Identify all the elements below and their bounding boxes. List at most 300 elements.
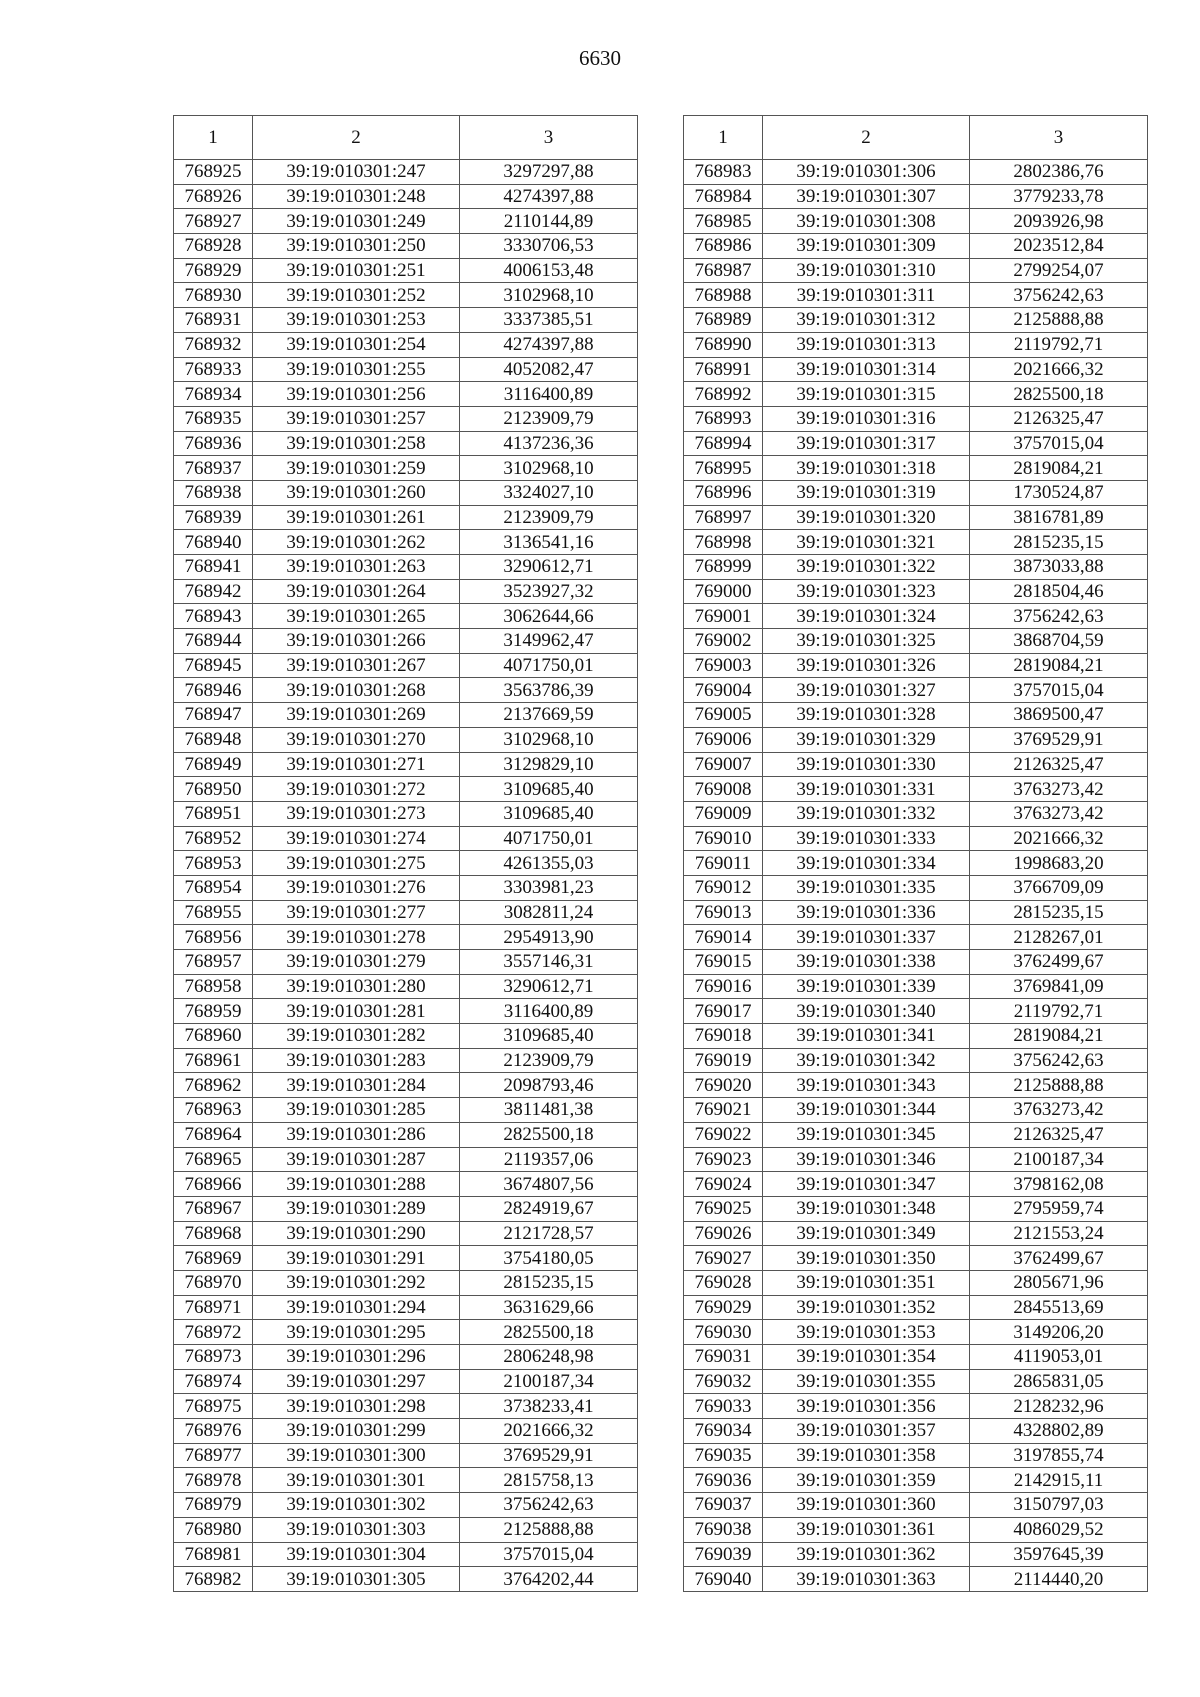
- column-header-cadastral-number: 2: [763, 116, 970, 160]
- table-row: [684, 184, 1148, 209]
- cell-cadastral-number: 39:19:010301:254: [253, 332, 460, 357]
- cell-cadastral-number: 39:19:010301:298: [253, 1394, 460, 1419]
- cell-value: 3769529,91: [970, 727, 1148, 752]
- cell-number: 768976: [174, 1419, 253, 1444]
- table-row: [174, 184, 638, 209]
- cell-cadastral-number: 39:19:010301:343: [763, 1073, 970, 1098]
- table-row: [174, 480, 638, 505]
- cell-number: 768993: [684, 406, 763, 431]
- cell-cadastral-number: 39:19:010301:325: [763, 629, 970, 654]
- cell-number: 768989: [684, 308, 763, 333]
- table-row: [684, 1073, 1148, 1098]
- cell-number: 768994: [684, 431, 763, 456]
- cell-value: 3762499,67: [970, 950, 1148, 975]
- cell-number: 768925: [174, 160, 253, 185]
- cell-value: 3109685,40: [460, 801, 638, 826]
- cell-number: 768944: [174, 629, 253, 654]
- table-row: [174, 234, 638, 259]
- cell-number: 768938: [174, 480, 253, 505]
- cell-value: 3816781,89: [970, 505, 1148, 530]
- table-row: [174, 332, 638, 357]
- cell-number: 769007: [684, 752, 763, 777]
- cell-value: 3811481,38: [460, 1098, 638, 1123]
- cell-number: 769023: [684, 1147, 763, 1172]
- table-row: [174, 900, 638, 925]
- cell-value: 4052082,47: [460, 357, 638, 382]
- cell-number: 769027: [684, 1246, 763, 1271]
- table-row: [174, 1196, 638, 1221]
- table-row: [684, 431, 1148, 456]
- cell-number: 768973: [174, 1345, 253, 1370]
- cell-number: 768931: [174, 308, 253, 333]
- cell-cadastral-number: 39:19:010301:256: [253, 382, 460, 407]
- table-row: [684, 456, 1148, 481]
- cell-cadastral-number: 39:19:010301:314: [763, 357, 970, 382]
- cell-cadastral-number: 39:19:010301:339: [763, 974, 970, 999]
- table-row: [684, 1172, 1148, 1197]
- cell-number: 768995: [684, 456, 763, 481]
- table-row: [684, 258, 1148, 283]
- cell-value: 4261355,03: [460, 851, 638, 876]
- table-row: [174, 1468, 638, 1493]
- cell-number: 768949: [174, 752, 253, 777]
- cell-cadastral-number: 39:19:010301:318: [763, 456, 970, 481]
- table-row: [174, 629, 638, 654]
- cell-value: 2805671,96: [970, 1270, 1148, 1295]
- cell-value: 2815235,15: [970, 900, 1148, 925]
- cell-cadastral-number: 39:19:010301:323: [763, 579, 970, 604]
- cell-cadastral-number: 39:19:010301:289: [253, 1196, 460, 1221]
- table-row: [684, 875, 1148, 900]
- cell-value: 2119357,06: [460, 1147, 638, 1172]
- table-row: [174, 505, 638, 530]
- table-row: [174, 283, 638, 308]
- table-row: [684, 357, 1148, 382]
- table-row: [684, 629, 1148, 654]
- cell-value: 3873033,88: [970, 555, 1148, 580]
- cell-number: 768999: [684, 555, 763, 580]
- cell-value: 2123909,79: [460, 505, 638, 530]
- cell-cadastral-number: 39:19:010301:358: [763, 1443, 970, 1468]
- table-row: [174, 1172, 638, 1197]
- cell-number: 768987: [684, 258, 763, 283]
- cell-cadastral-number: 39:19:010301:327: [763, 678, 970, 703]
- cell-cadastral-number: 39:19:010301:259: [253, 456, 460, 481]
- table-row: [684, 505, 1148, 530]
- cell-value: 3149962,47: [460, 629, 638, 654]
- cell-number: 768961: [174, 1048, 253, 1073]
- cell-value: 2123909,79: [460, 1048, 638, 1073]
- cell-number: 768936: [174, 431, 253, 456]
- cell-number: 769031: [684, 1345, 763, 1370]
- cell-number: 769036: [684, 1468, 763, 1493]
- table-row: [174, 1345, 638, 1370]
- table-row: [174, 999, 638, 1024]
- cell-number: 769039: [684, 1542, 763, 1567]
- cell-cadastral-number: 39:19:010301:297: [253, 1369, 460, 1394]
- cell-cadastral-number: 39:19:010301:331: [763, 777, 970, 802]
- cell-number: 768981: [174, 1542, 253, 1567]
- cell-number: 768929: [174, 258, 253, 283]
- table-row: [174, 653, 638, 678]
- cell-cadastral-number: 39:19:010301:341: [763, 1024, 970, 1049]
- cell-number: 768951: [174, 801, 253, 826]
- cell-cadastral-number: 39:19:010301:301: [253, 1468, 460, 1493]
- cell-value: 4328802,89: [970, 1419, 1148, 1444]
- cell-cadastral-number: 39:19:010301:267: [253, 653, 460, 678]
- cell-value: 3868704,59: [970, 629, 1148, 654]
- cell-number: 768964: [174, 1122, 253, 1147]
- cell-number: 768967: [174, 1196, 253, 1221]
- cell-number: 769020: [684, 1073, 763, 1098]
- cell-number: 769038: [684, 1517, 763, 1542]
- cell-number: 768947: [174, 703, 253, 728]
- table-row: [684, 1542, 1148, 1567]
- table-row: [684, 1048, 1148, 1073]
- cell-cadastral-number: 39:19:010301:330: [763, 752, 970, 777]
- cell-number: 769008: [684, 777, 763, 802]
- data-table-left: [173, 115, 638, 1592]
- table-row: [684, 1024, 1148, 1049]
- table-row: [684, 678, 1148, 703]
- cell-number: 768990: [684, 332, 763, 357]
- cell-value: 3738233,41: [460, 1394, 638, 1419]
- table-row: [684, 308, 1148, 333]
- cell-number: 768932: [174, 332, 253, 357]
- cell-value: 2128267,01: [970, 925, 1148, 950]
- cell-value: 3116400,89: [460, 999, 638, 1024]
- table-row: [174, 1493, 638, 1518]
- cell-cadastral-number: 39:19:010301:357: [763, 1419, 970, 1444]
- cell-cadastral-number: 39:19:010301:272: [253, 777, 460, 802]
- cell-number: 769019: [684, 1048, 763, 1073]
- cell-number: 768984: [684, 184, 763, 209]
- cell-number: 769024: [684, 1172, 763, 1197]
- table-row: [684, 1122, 1148, 1147]
- cell-cadastral-number: 39:19:010301:305: [253, 1567, 460, 1592]
- cell-cadastral-number: 39:19:010301:255: [253, 357, 460, 382]
- cell-cadastral-number: 39:19:010301:311: [763, 283, 970, 308]
- cell-cadastral-number: 39:19:010301:356: [763, 1394, 970, 1419]
- cell-cadastral-number: 39:19:010301:290: [253, 1221, 460, 1246]
- cell-cadastral-number: 39:19:010301:285: [253, 1098, 460, 1123]
- cell-number: 768950: [174, 777, 253, 802]
- cell-cadastral-number: 39:19:010301:315: [763, 382, 970, 407]
- cell-cadastral-number: 39:19:010301:300: [253, 1443, 460, 1468]
- table-row: [684, 999, 1148, 1024]
- table-row: [174, 727, 638, 752]
- column-header-number: 1: [684, 116, 763, 160]
- table-row: [174, 1394, 638, 1419]
- cell-cadastral-number: 39:19:010301:335: [763, 875, 970, 900]
- cell-value: 3330706,53: [460, 234, 638, 259]
- cell-cadastral-number: 39:19:010301:337: [763, 925, 970, 950]
- table-row: [684, 851, 1148, 876]
- cell-cadastral-number: 39:19:010301:312: [763, 308, 970, 333]
- cell-number: 768934: [174, 382, 253, 407]
- cell-cadastral-number: 39:19:010301:291: [253, 1246, 460, 1271]
- cell-number: 769011: [684, 851, 763, 876]
- cell-value: 3763273,42: [970, 1098, 1148, 1123]
- cell-number: 768965: [174, 1147, 253, 1172]
- cell-cadastral-number: 39:19:010301:253: [253, 308, 460, 333]
- cell-number: 769001: [684, 604, 763, 629]
- table-row: [684, 752, 1148, 777]
- cell-number: 768985: [684, 209, 763, 234]
- cell-number: 768953: [174, 851, 253, 876]
- table-row: [174, 801, 638, 826]
- cell-value: 3798162,08: [970, 1172, 1148, 1197]
- cell-value: 3762499,67: [970, 1246, 1148, 1271]
- table-row: [174, 1221, 638, 1246]
- cell-value: 3303981,23: [460, 875, 638, 900]
- cell-number: 769018: [684, 1024, 763, 1049]
- cell-number: 769021: [684, 1098, 763, 1123]
- column-header-cadastral-number: 2: [253, 116, 460, 160]
- cell-number: 769010: [684, 826, 763, 851]
- cell-number: 768942: [174, 579, 253, 604]
- cell-number: 768978: [174, 1468, 253, 1493]
- cell-number: 768979: [174, 1493, 253, 1518]
- cell-cadastral-number: 39:19:010301:295: [253, 1320, 460, 1345]
- table-row: [174, 1542, 638, 1567]
- cell-value: 2815235,15: [460, 1270, 638, 1295]
- cell-value: 4274397,88: [460, 184, 638, 209]
- cell-value: 3763273,42: [970, 777, 1148, 802]
- cell-value: 2142915,11: [970, 1468, 1148, 1493]
- table-row: [174, 950, 638, 975]
- table-row: [174, 1443, 638, 1468]
- table-row: [684, 1493, 1148, 1518]
- cell-cadastral-number: 39:19:010301:313: [763, 332, 970, 357]
- cell-value: 2110144,89: [460, 209, 638, 234]
- table-row: [684, 283, 1148, 308]
- cell-value: 3324027,10: [460, 480, 638, 505]
- cell-number: 768935: [174, 406, 253, 431]
- cell-value: 2795959,74: [970, 1196, 1148, 1221]
- cell-number: 769002: [684, 629, 763, 654]
- cell-value: 3523927,32: [460, 579, 638, 604]
- table-row: [174, 1122, 638, 1147]
- cell-value: 3757015,04: [970, 678, 1148, 703]
- cell-number: 769026: [684, 1221, 763, 1246]
- cell-number: 769017: [684, 999, 763, 1024]
- cell-cadastral-number: 39:19:010301:350: [763, 1246, 970, 1271]
- table-row: [684, 1468, 1148, 1493]
- cell-cadastral-number: 39:19:010301:352: [763, 1295, 970, 1320]
- cell-value: 4006153,48: [460, 258, 638, 283]
- cell-cadastral-number: 39:19:010301:338: [763, 950, 970, 975]
- table-row: [174, 1369, 638, 1394]
- cell-cadastral-number: 39:19:010301:334: [763, 851, 970, 876]
- table-row: [684, 332, 1148, 357]
- column-header-number: 1: [174, 116, 253, 160]
- cell-number: 769000: [684, 579, 763, 604]
- cell-number: 768966: [174, 1172, 253, 1197]
- table-row: [174, 875, 638, 900]
- cell-cadastral-number: 39:19:010301:344: [763, 1098, 970, 1123]
- cell-cadastral-number: 39:19:010301:252: [253, 283, 460, 308]
- table-row: [174, 974, 638, 999]
- cell-value: 2818504,46: [970, 579, 1148, 604]
- cell-value: 4071750,01: [460, 653, 638, 678]
- cell-cadastral-number: 39:19:010301:263: [253, 555, 460, 580]
- cell-value: 3763273,42: [970, 801, 1148, 826]
- cell-cadastral-number: 39:19:010301:349: [763, 1221, 970, 1246]
- table-row: [174, 1419, 638, 1444]
- table-row: [174, 1246, 638, 1271]
- cell-value: 3557146,31: [460, 950, 638, 975]
- cell-cadastral-number: 39:19:010301:355: [763, 1369, 970, 1394]
- cell-number: 768983: [684, 160, 763, 185]
- cell-number: 768927: [174, 209, 253, 234]
- cell-cadastral-number: 39:19:010301:332: [763, 801, 970, 826]
- table-row: [174, 382, 638, 407]
- cell-cadastral-number: 39:19:010301:328: [763, 703, 970, 728]
- cell-number: 769033: [684, 1394, 763, 1419]
- cell-value: 2819084,21: [970, 456, 1148, 481]
- cell-value: 2126325,47: [970, 406, 1148, 431]
- cell-value: 2799254,07: [970, 258, 1148, 283]
- cell-cadastral-number: 39:19:010301:247: [253, 160, 460, 185]
- cell-cadastral-number: 39:19:010301:281: [253, 999, 460, 1024]
- cell-number: 769032: [684, 1369, 763, 1394]
- cell-value: 3109685,40: [460, 1024, 638, 1049]
- cell-value: 3756242,63: [970, 1048, 1148, 1073]
- cell-number: 768959: [174, 999, 253, 1024]
- cell-cadastral-number: 39:19:010301:287: [253, 1147, 460, 1172]
- cell-number: 768955: [174, 900, 253, 925]
- cell-cadastral-number: 39:19:010301:302: [253, 1493, 460, 1518]
- table-row: [684, 480, 1148, 505]
- cell-value: 4071750,01: [460, 826, 638, 851]
- cell-value: 2824919,67: [460, 1196, 638, 1221]
- cell-value: 3290612,71: [460, 974, 638, 999]
- data-table-right: [683, 115, 1148, 1592]
- table-row: [174, 826, 638, 851]
- cell-number: 769015: [684, 950, 763, 975]
- table-row: [174, 851, 638, 876]
- cell-number: 768974: [174, 1369, 253, 1394]
- table-row: [684, 1270, 1148, 1295]
- table-body: [174, 160, 638, 1592]
- cell-value: 3757015,04: [460, 1542, 638, 1567]
- cell-number: 769003: [684, 653, 763, 678]
- cell-number: 769013: [684, 900, 763, 925]
- cell-cadastral-number: 39:19:010301:292: [253, 1270, 460, 1295]
- cell-value: 2819084,21: [970, 1024, 1148, 1049]
- cell-number: 768988: [684, 283, 763, 308]
- table-row: [684, 950, 1148, 975]
- cell-number: 768941: [174, 555, 253, 580]
- cell-number: 768939: [174, 505, 253, 530]
- table-row: [684, 653, 1148, 678]
- cell-number: 768980: [174, 1517, 253, 1542]
- cell-value: 2865831,05: [970, 1369, 1148, 1394]
- table-row: [684, 1345, 1148, 1370]
- cell-number: 768970: [174, 1270, 253, 1295]
- cell-cadastral-number: 39:19:010301:282: [253, 1024, 460, 1049]
- table-row: [684, 1419, 1148, 1444]
- table-row: [174, 258, 638, 283]
- cell-value: 2125888,88: [970, 308, 1148, 333]
- cell-number: 768975: [174, 1394, 253, 1419]
- cell-number: 768969: [174, 1246, 253, 1271]
- cell-cadastral-number: 39:19:010301:294: [253, 1295, 460, 1320]
- cell-number: 769028: [684, 1270, 763, 1295]
- cell-value: 2021666,32: [970, 826, 1148, 851]
- cell-value: 2098793,46: [460, 1073, 638, 1098]
- column-header-value: 3: [970, 116, 1148, 160]
- cell-number: 768968: [174, 1221, 253, 1246]
- cell-cadastral-number: 39:19:010301:275: [253, 851, 460, 876]
- table-row: [174, 1517, 638, 1542]
- cell-number: 769009: [684, 801, 763, 826]
- cell-cadastral-number: 39:19:010301:304: [253, 1542, 460, 1567]
- cell-number: 768928: [174, 234, 253, 259]
- table-row: [174, 406, 638, 431]
- cell-value: 3754180,05: [460, 1246, 638, 1271]
- cell-cadastral-number: 39:19:010301:348: [763, 1196, 970, 1221]
- table-row: [684, 826, 1148, 851]
- cell-cadastral-number: 39:19:010301:261: [253, 505, 460, 530]
- table-row: [684, 1295, 1148, 1320]
- table-row: [174, 678, 638, 703]
- cell-value: 2825500,18: [460, 1122, 638, 1147]
- cell-number: 768946: [174, 678, 253, 703]
- cell-cadastral-number: 39:19:010301:303: [253, 1517, 460, 1542]
- cell-value: 2114440,20: [970, 1567, 1148, 1592]
- cell-number: 768930: [174, 283, 253, 308]
- cell-value: 2125888,88: [970, 1073, 1148, 1098]
- cell-number: 768960: [174, 1024, 253, 1049]
- cell-cadastral-number: 39:19:010301:250: [253, 234, 460, 259]
- cell-value: 2100187,34: [460, 1369, 638, 1394]
- cell-cadastral-number: 39:19:010301:288: [253, 1172, 460, 1197]
- table-header-row: [684, 116, 1148, 160]
- cell-cadastral-number: 39:19:010301:317: [763, 431, 970, 456]
- cell-number: 769040: [684, 1567, 763, 1592]
- cell-value: 2119792,71: [970, 332, 1148, 357]
- cell-cadastral-number: 39:19:010301:340: [763, 999, 970, 1024]
- cell-number: 768940: [174, 530, 253, 555]
- cell-value: 3764202,44: [460, 1567, 638, 1592]
- cell-number: 768991: [684, 357, 763, 382]
- cell-cadastral-number: 39:19:010301:342: [763, 1048, 970, 1073]
- table-row: [174, 1048, 638, 1073]
- cell-number: 768982: [174, 1567, 253, 1592]
- cell-value: 3756242,63: [970, 604, 1148, 629]
- table-row: [174, 1147, 638, 1172]
- cell-cadastral-number: 39:19:010301:320: [763, 505, 970, 530]
- cell-value: 3102968,10: [460, 456, 638, 481]
- cell-number: 768943: [174, 604, 253, 629]
- cell-number: 769012: [684, 875, 763, 900]
- cell-number: 768997: [684, 505, 763, 530]
- cell-number: 768956: [174, 925, 253, 950]
- cell-value: 4137236,36: [460, 431, 638, 456]
- cell-number: 768996: [684, 480, 763, 505]
- cell-number: 768986: [684, 234, 763, 259]
- cell-cadastral-number: 39:19:010301:309: [763, 234, 970, 259]
- cell-value: 2819084,21: [970, 653, 1148, 678]
- cell-cadastral-number: 39:19:010301:353: [763, 1320, 970, 1345]
- page-number: 6630: [579, 46, 621, 70]
- cell-number: 768954: [174, 875, 253, 900]
- cell-cadastral-number: 39:19:010301:316: [763, 406, 970, 431]
- cell-cadastral-number: 39:19:010301:266: [253, 629, 460, 654]
- cell-value: 3102968,10: [460, 283, 638, 308]
